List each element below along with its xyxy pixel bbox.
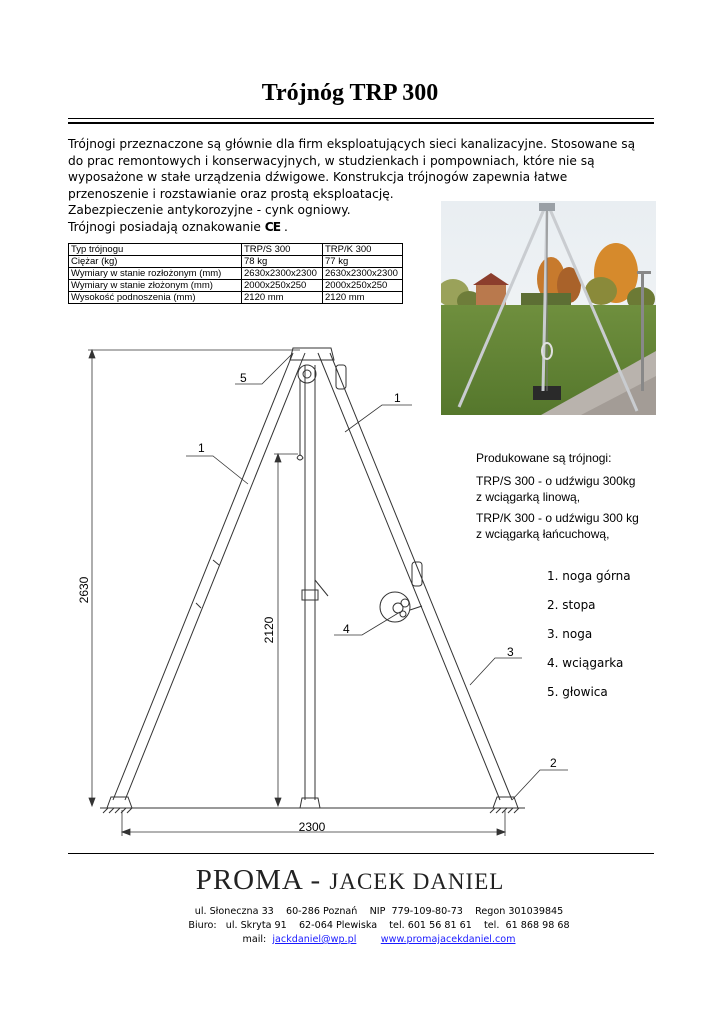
winch — [380, 592, 410, 622]
table-row — [69, 292, 403, 304]
legend-item: 2. stopa — [547, 598, 596, 612]
left-leg — [113, 353, 305, 800]
callout-3: 3 — [507, 645, 514, 659]
company-brand: PROMA — [195, 864, 303, 896]
company-name — [0, 864, 700, 897]
dimension-lines — [88, 350, 505, 836]
legend-item: 5. głowica — [547, 685, 608, 699]
ce-mark: CE — [264, 219, 281, 234]
feet — [100, 797, 525, 813]
company-separator: - — [302, 864, 330, 896]
footer-address: ul. Słoneczna 33 60-286 Poznań NIP 779-109-80-73 Regon 301039845 — [194, 906, 564, 917]
table-cell: Wysokość podnoszenia (mm) — [69, 292, 242, 304]
callout-leaders — [186, 354, 568, 800]
footer-rule — [68, 853, 654, 854]
table-row — [69, 268, 403, 280]
footer-office: Biuro: ul. Skryta 91 62-064 Plewiska tel. 601 56 81 61 tel. 61 868 98 68 — [188, 920, 570, 931]
table-header-row — [69, 244, 403, 256]
page-title: Trójnóg TRP 300 — [261, 80, 439, 106]
callout-4: 4 — [343, 622, 350, 636]
dim-height-label: 2630 — [77, 576, 91, 604]
table-cell: 2000x250x250 — [323, 280, 403, 292]
table-header-cell: TRP/S 300 — [242, 244, 323, 256]
title-rule-top — [68, 118, 654, 119]
table-cell: Ciężar (kg) — [69, 256, 242, 268]
intro-paragraph: Trójnogi przeznaczone są głównie dla firm eksploatujących sieci kanalizacyjne. Stosowane są do prac remontowych i konserwacyjnych, w studzienkach i pompowniach, które nie są wyposażone w stałe urządzenia dźwigowe. Konstrukcja trójnogów zapewnia łatwe przenoszenie i rozstawianie oraz prostą eksploatację. — [68, 137, 636, 201]
table-cell: 2000x250x250 — [242, 280, 323, 292]
corrosion-note: Zabezpieczenie antykorozyjne - cynk ogniowy. — [68, 203, 351, 218]
technical-drawing — [0, 330, 600, 842]
callout-1-right: 1 — [394, 391, 401, 405]
table-cell: Wymiary w stanie rozłożonym (mm) — [69, 268, 242, 280]
table-cell: 78 kg — [242, 256, 323, 268]
table-cell: 2120 mm — [323, 292, 403, 304]
callout-5: 5 — [240, 371, 247, 385]
table-header-cell: TRP/K 300 — [323, 244, 403, 256]
company-owner: JACEK DANIEL — [329, 869, 505, 894]
spec-table — [68, 243, 403, 304]
dim-lift-label: 2120 — [262, 616, 276, 644]
marking-text: Trójnogi posiadają oznakowanie — [68, 219, 261, 234]
table-cell: 2630x2300x2300 — [242, 268, 323, 280]
product-line: TRP/S 300 - o udźwigu 300kg — [476, 474, 636, 488]
product-line: TRP/K 300 - o udźwigu 300 kg — [476, 511, 639, 525]
table-cell: 77 kg — [323, 256, 403, 268]
right-leg — [318, 353, 512, 800]
table-header-cell: Typ trójnogu — [69, 244, 242, 256]
products-heading: Produkowane są trójnogi: — [476, 451, 612, 465]
email-link[interactable]: jackdaniel@wp.pl — [272, 934, 357, 945]
product-line: z wciągarką linową, — [476, 490, 581, 504]
center-leg — [297, 365, 328, 800]
marking-end: . — [283, 219, 288, 234]
callout-1-left: 1 — [198, 441, 205, 455]
website-link[interactable]: www.promajacekdaniel.com — [380, 934, 516, 945]
table-row — [69, 280, 403, 292]
tripod-head — [290, 348, 334, 383]
legend-item: 4. wciągarka — [547, 656, 624, 670]
table-cell: Wymiary w stanie złożonym (mm) — [69, 280, 242, 292]
title-rule-bottom — [68, 122, 654, 124]
callout-2: 2 — [550, 756, 557, 770]
footer-contact — [0, 934, 724, 945]
table-cell: 2630x2300x2300 — [323, 268, 403, 280]
dim-width-label: 2300 — [298, 820, 326, 834]
legend-item: 3. noga — [547, 627, 593, 641]
product-line: z wciągarką łańcuchową, — [476, 527, 610, 541]
legend-item: 1. noga górna — [547, 569, 631, 583]
mail-label: mail: — [242, 934, 267, 945]
table-row — [69, 256, 403, 268]
table-cell: 2120 mm — [242, 292, 323, 304]
